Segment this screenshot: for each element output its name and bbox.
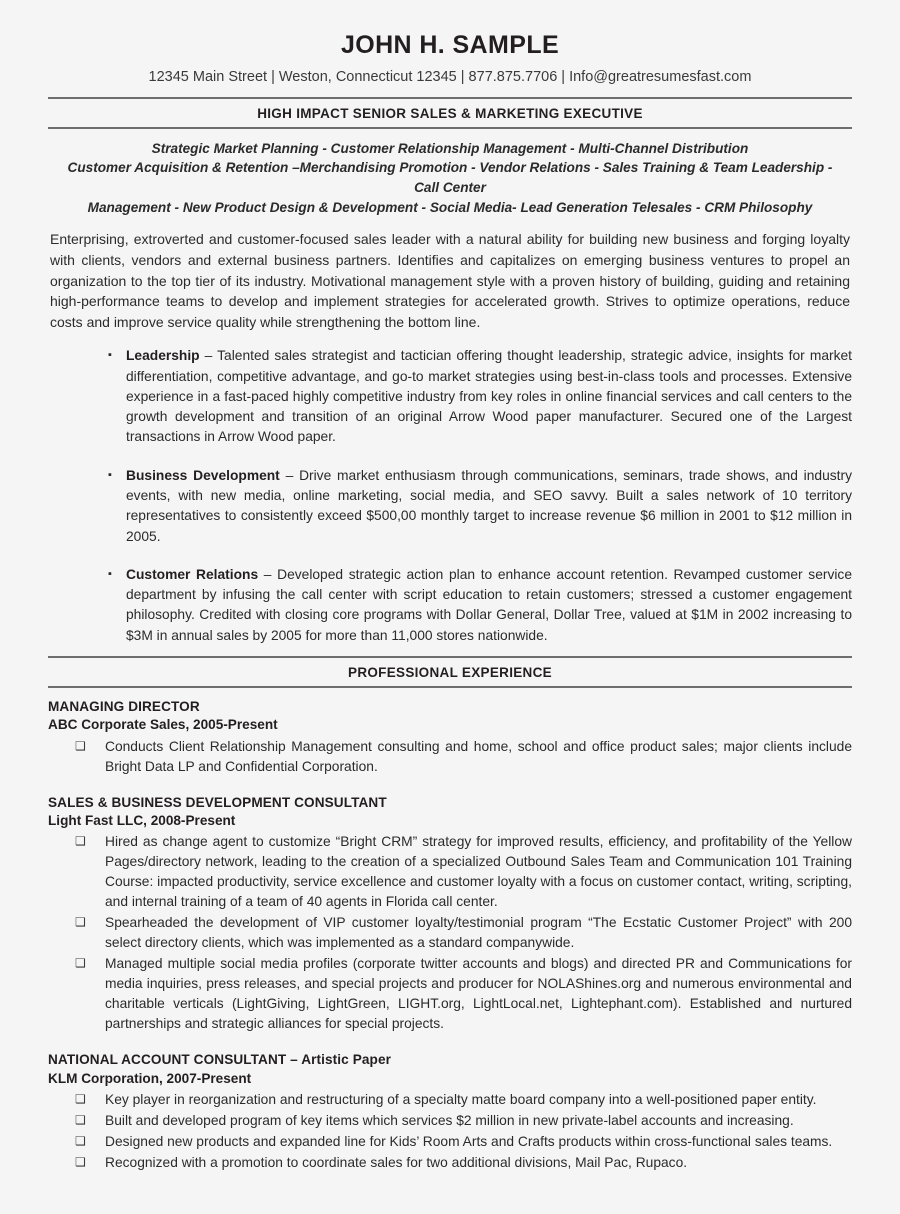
experience-section bbox=[48, 688, 852, 1173]
square-bullet-icon: ▪ bbox=[108, 468, 112, 481]
bullet-text: Built and developed program of key items which services $2 million in new private-label accounts and increasing. bbox=[105, 1113, 794, 1129]
keyword-line-3: Management - New Product Design & Development - Social Media- Lead Generation Telesales - CRM Philosophy bbox=[87, 199, 813, 215]
bullet-text: Conducts Client Relationship Management consulting and home, school and office product sales; major clients include Bright Data LP and Confidential Corporation. bbox=[105, 738, 852, 774]
bullet-text: Hired as change agent to customize “Bright CRM” strategy for improved results, efficiency, and profitability of the Yellow Pages/directory network, leading to the creation of a specialized Outbound Sales Team and Communication 101 Training Course: impacted productivity, service excellence and customer loyalty with a focus on customer contact, writing, scripting, and internal training of a team of 40 agents in Florida call center. bbox=[105, 834, 852, 910]
hollow-square-bullet-icon: ❑ bbox=[75, 834, 86, 849]
job-bullets bbox=[48, 1090, 852, 1173]
list-item bbox=[108, 565, 852, 646]
hollow-square-bullet-icon: ❑ bbox=[75, 956, 86, 971]
list-item bbox=[75, 737, 852, 777]
list-item bbox=[75, 1132, 852, 1152]
page-title: JOHN H. SAMPLE bbox=[340, 31, 560, 59]
section-title-experience: PROFESSIONAL EXPERIENCE bbox=[348, 664, 552, 680]
job-entry bbox=[48, 698, 852, 777]
hollow-square-bullet-icon: ❑ bbox=[75, 915, 86, 930]
highlight-label: Leadership bbox=[126, 348, 200, 364]
job-entry bbox=[48, 1051, 852, 1173]
bullet-text: Designed new products and expanded line for Kids’ Room Arts and Crafts products within cross-functional sales teams. bbox=[105, 1134, 833, 1150]
bullet-text: Recognized with a promotion to coordinate sales for two additional divisions, Mail Pac, Rupaco. bbox=[105, 1155, 688, 1171]
contact-line: 12345 Main Street | Weston, Connecticut 12345 | 877.875.7706 | Info@greatresumesfast.com bbox=[148, 68, 752, 85]
highlight-label: Customer Relations bbox=[126, 566, 259, 582]
bullet-text: Spearheaded the development of VIP customer loyalty/testimonial program “The Ecstatic Customer Project” with 200 select directory clients, which was implemented as a standard companywide. bbox=[105, 915, 852, 951]
hollow-square-bullet-icon: ❑ bbox=[75, 1092, 86, 1107]
list-item bbox=[75, 913, 852, 953]
hollow-square-bullet-icon: ❑ bbox=[75, 1113, 86, 1128]
square-bullet-icon: ▪ bbox=[108, 349, 112, 362]
highlight-text: Drive market enthusiasm through communications, seminars, trade shows, and industry events, with new media, online marketing, social media, and SEO savvy. Built a sales network of 10 territory representatives to consistently exceed $500,00 monthly target to increase revenue $6 million in 2001 to $12 million in 2005. bbox=[126, 467, 852, 544]
bullet-text: Key player in reorganization and restructuring of a specialty matte board company into a well-positioned paper entity. bbox=[105, 1092, 817, 1108]
job-title: NATIONAL ACCOUNT CONSULTANT – Artistic Paper bbox=[48, 1052, 392, 1068]
list-item bbox=[75, 954, 852, 1034]
highlight-label: Business Development bbox=[126, 467, 280, 483]
highlight-dash: – bbox=[258, 566, 278, 582]
bullet-text: Managed multiple social media profiles (corporate twitter accounts and blogs) and directed PR and Communications for media inquiries, press releases, and special projects and producer for NOLAShines.org and numerous environmental and charitable verticals (LightGiving, LightGreen, LIGHT.org, LightLocal.net, Lightephant.com). Established and nurtured partnerships and strategic alliances for special projects. bbox=[105, 956, 852, 1032]
headline: HIGH IMPACT SENIOR SALES & MARKETING EXECUTIVE bbox=[257, 105, 643, 121]
job-bullets bbox=[48, 737, 852, 777]
hollow-square-bullet-icon: ❑ bbox=[75, 738, 86, 753]
highlight-text: Developed strategic action plan to enhance account retention. Revamped customer service department by infusing the call center with script education to retain customers; stressed a customer engagement philosophy. Credited with closing core programs with Dollar General, Dollar Tree, valued at $1M in 2002 increasing to $3M in annual sales by 2005 for more than 11,000 stores nationwide. bbox=[126, 566, 852, 643]
highlights-list bbox=[48, 336, 852, 646]
highlight-text: Talented sales strategist and tactician offering thought leadership, strategic advice, insights for market differentiation, competitive advantage, and go-to market strategies using best-in-class tools and processes. Extensive experience in a fast-paced highly competitive industry from key roles in online financial services and call centers to the growth development and transition of an original Arrow Wood paper manufacturer. Secured one of the Largest transactions in Arrow Wood paper. bbox=[126, 348, 853, 445]
job-entry bbox=[48, 794, 852, 1035]
list-item bbox=[75, 1153, 852, 1173]
list-item bbox=[75, 832, 852, 912]
job-title: MANAGING DIRECTOR bbox=[48, 698, 200, 714]
hollow-square-bullet-icon: ❑ bbox=[75, 1155, 86, 1170]
list-item bbox=[75, 1111, 852, 1131]
job-company: KLM Corporation, 2007-Present bbox=[48, 1070, 252, 1086]
list-item bbox=[108, 466, 852, 547]
highlight-dash: – bbox=[279, 467, 300, 483]
list-item bbox=[75, 1090, 852, 1110]
keyword-line-2: Customer Acquisition & Retention –Merchandising Promotion - Vendor Relations - Sales Training & Team Leadership - Call Center bbox=[67, 160, 833, 196]
job-bullets bbox=[48, 832, 852, 1034]
keyword-block bbox=[48, 129, 852, 224]
summary-paragraph: Enterprising, extroverted and customer-focused sales leader with a natural ability for building new business and forging loyalty with clients, vendors and external business partners. Identifies and capitalizes on emerging business ventures to propel an organization to the top tier of its industry. Motivational management style with a proven history of building, guiding and retaining high-performance teams to develop and implement strategies for accelerated growth. Strives to optimize operations, reduce costs and improve service quality while strengthening the bottom line. bbox=[50, 231, 850, 330]
job-company: ABC Corporate Sales, 2005-Present bbox=[48, 717, 278, 733]
square-bullet-icon: ▪ bbox=[108, 567, 112, 580]
highlight-dash: – bbox=[199, 348, 218, 364]
job-title: SALES & BUSINESS DEVELOPMENT CONSULTANT bbox=[48, 794, 387, 810]
job-company: Light Fast LLC, 2008-Present bbox=[48, 813, 236, 829]
keyword-line-1: Strategic Market Planning - Customer Relationship Management - Multi-Channel Distribution bbox=[151, 140, 749, 156]
hollow-square-bullet-icon: ❑ bbox=[75, 1134, 86, 1149]
list-item bbox=[108, 346, 852, 447]
